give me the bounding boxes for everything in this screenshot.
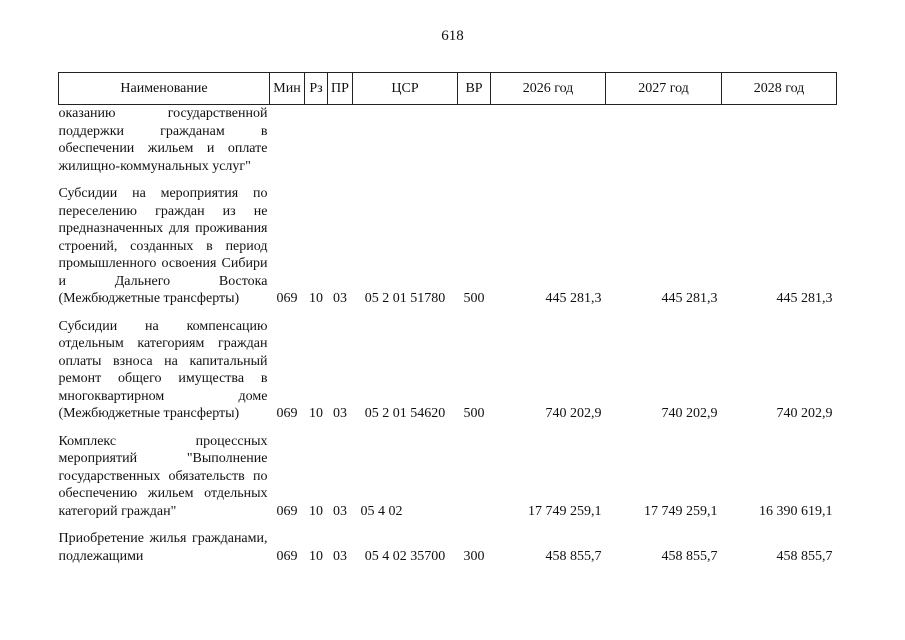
row-2027: 17 749 259,1 xyxy=(644,503,718,519)
row-2028 xyxy=(722,105,837,186)
table-row xyxy=(59,318,837,433)
row-name: оказанию государственной поддержки гражданам в обеспечении жильем и оплате жилищно-коммунальных услуг" xyxy=(58,106,268,174)
row-name: Комплекс процессных мероприятий "Выполнение государственных обязательств по обеспечению жильем отдельных категорий граждан" xyxy=(58,433,268,519)
row-2026: 458 855,7 xyxy=(545,548,602,564)
row-2026: 740 202,9 xyxy=(545,406,602,421)
row-rz xyxy=(305,105,328,186)
row-vr xyxy=(458,433,491,531)
row-pr: 03 xyxy=(333,548,347,564)
row-vr xyxy=(458,105,491,186)
row-pr: 03 xyxy=(333,406,347,421)
budget-table xyxy=(58,72,837,565)
row-2026: 445 281,3 xyxy=(545,291,602,306)
row-2026 xyxy=(491,105,606,186)
row-min xyxy=(270,105,305,186)
header-2028: 2028 год xyxy=(722,73,837,105)
row-rz: 10 xyxy=(309,406,323,421)
row-rz: 10 xyxy=(309,291,323,306)
table-row xyxy=(59,105,837,186)
table-row xyxy=(59,530,837,565)
header-min: Мин xyxy=(270,73,305,105)
header-rz: Рз xyxy=(305,73,328,105)
row-2027: 445 281,3 xyxy=(661,291,718,306)
row-vr: 300 xyxy=(463,548,485,564)
row-pr xyxy=(328,105,353,186)
header-2027: 2027 год xyxy=(606,73,722,105)
row-csr: 05 4 02 xyxy=(360,503,403,519)
row-name: Приобретение жилья гражданами, подлежащими xyxy=(58,531,268,564)
row-min: 069 xyxy=(276,291,298,306)
row-2028: 740 202,9 xyxy=(776,406,833,421)
row-rz: 10 xyxy=(309,548,323,564)
row-vr: 500 xyxy=(463,406,485,421)
row-csr: 05 4 02 35700 xyxy=(364,548,446,564)
row-2027: 740 202,9 xyxy=(661,406,718,421)
row-csr: 05 2 01 51780 xyxy=(364,291,446,306)
row-vr: 500 xyxy=(463,291,485,306)
row-rz: 10 xyxy=(309,503,323,519)
row-2027 xyxy=(606,105,722,186)
header-csr: ЦСР xyxy=(353,73,458,105)
row-2028: 16 390 619,1 xyxy=(759,503,833,519)
row-csr: 05 2 01 54620 xyxy=(364,406,446,421)
row-min: 069 xyxy=(276,406,298,421)
row-2028: 458 855,7 xyxy=(776,548,833,564)
page-number: 618 xyxy=(441,28,464,44)
row-pr: 03 xyxy=(333,503,347,519)
header-pr: ПР xyxy=(328,73,353,105)
table-row xyxy=(59,185,837,318)
header-vr: ВР xyxy=(458,73,491,105)
table-row xyxy=(59,433,837,531)
row-pr: 03 xyxy=(333,291,347,306)
row-2028: 445 281,3 xyxy=(776,291,833,306)
row-name: Субсидии на мероприятия по переселению граждан из не предназначенных для проживания строений, созданных в период промышленного освоения Сибири и Дальнего Востока (Межбюджетные трансферты) xyxy=(58,186,268,306)
row-name: Субсидии на компенсацию отдельным категориям граждан оплаты взноса на капитальный ремонт общего имущества в многоквартирном доме (Межбюджетные трансферты) xyxy=(58,318,268,421)
row-2027: 458 855,7 xyxy=(661,548,718,564)
row-min: 069 xyxy=(276,503,298,519)
row-2026: 17 749 259,1 xyxy=(528,503,602,519)
table-header-row xyxy=(59,73,837,105)
header-2026: 2026 год xyxy=(491,73,606,105)
row-csr xyxy=(353,105,458,186)
header-name: Наименование xyxy=(59,73,270,105)
row-min: 069 xyxy=(276,548,298,564)
